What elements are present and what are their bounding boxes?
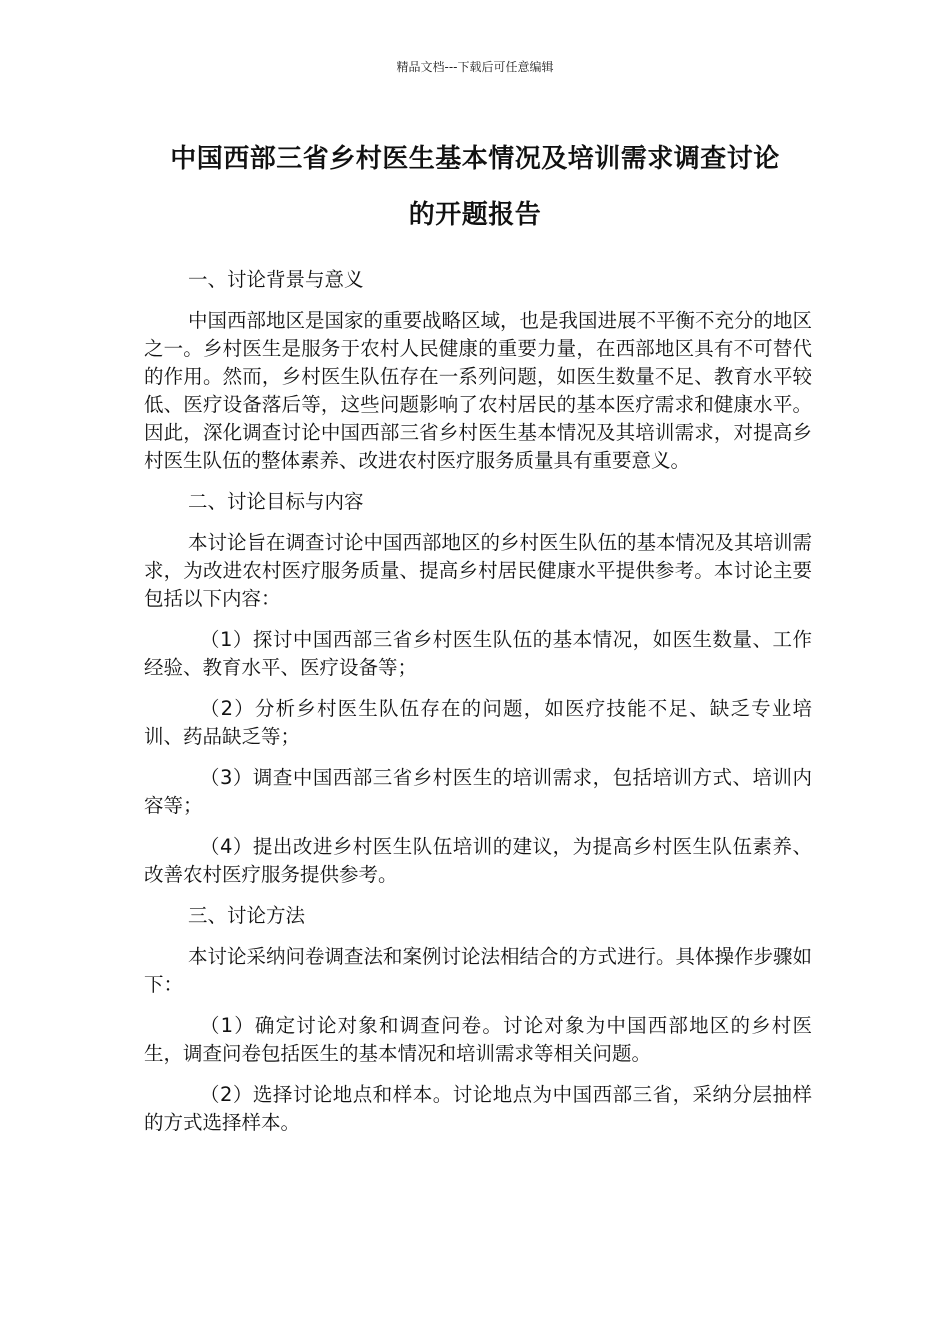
list-item: （1）探讨中国西部三省乡村医生队伍的基本情况，如医生数量、工作经验、教育水平、医疗设备等； (144, 628, 812, 679)
list-item: （3）调查中国西部三省乡村医生的培训需求，包括培训方式、培训内容等； (144, 766, 812, 817)
section-heading-methods: 三、讨论方法 (188, 904, 306, 927)
section-paragraph-background: 中国西部地区是国家的重要战略区域，也是我国进展不平衡不充分的地区之一。乡村医生是服务于农村人民健康的重要力量，在西部地区具有不可替代的作用。然而，乡村医生队伍存在一系列问题，如医生数量不足、教育水平较低、医疗设备落后等，这些问题影响了农村居民的基本医疗需求和健康水平。因此，深化调查讨论中国西部三省乡村医生基本情况及其培训需求，对提高乡村医生队伍的整体素养、改进农村医疗服务质量具有重要意义。 (144, 309, 813, 472)
list-item: （4）提出改进乡村医生队伍培训的建议，为提高乡村医生队伍素养、改善农村医疗服务提供参考。 (144, 835, 812, 886)
page-title-line-1: 中国西部三省乡村医生基本情况及培训需求调查讨论 (170, 144, 780, 174)
document-body (144, 266, 812, 1150)
page-title-line-2: 的开题报告 (408, 200, 542, 230)
list-item: （2）选择讨论地点和样本。讨论地点为中国西部三省，采纳分层抽样的方式选择样本。 (144, 1083, 812, 1134)
list-item: （1）确定讨论对象和调查问卷。讨论对象为中国西部地区的乡村医生，调查问卷包括医生的基本情况和培训需求等相关问题。 (144, 1014, 812, 1065)
list-item: （2）分析乡村医生队伍存在的问题，如医疗技能不足、缺乏专业培训、药品缺乏等； (144, 697, 812, 748)
section-paragraph-objectives: 本讨论旨在调查讨论中国西部地区的乡村医生队伍的基本情况及其培训需求，为改进农村医疗服务质量、提高乡村居民健康水平提供参考。本讨论主要包括以下内容： (144, 531, 813, 610)
section-paragraph-methods: 本讨论采纳问卷调查法和案例讨论法相结合的方式进行。具体操作步骤如下： (144, 945, 813, 996)
header-note: 精品文档---下载后可任意编辑 (396, 60, 554, 74)
section-heading-background: 一、讨论背景与意义 (188, 268, 364, 291)
section-heading-objectives: 二、讨论目标与内容 (188, 490, 364, 513)
